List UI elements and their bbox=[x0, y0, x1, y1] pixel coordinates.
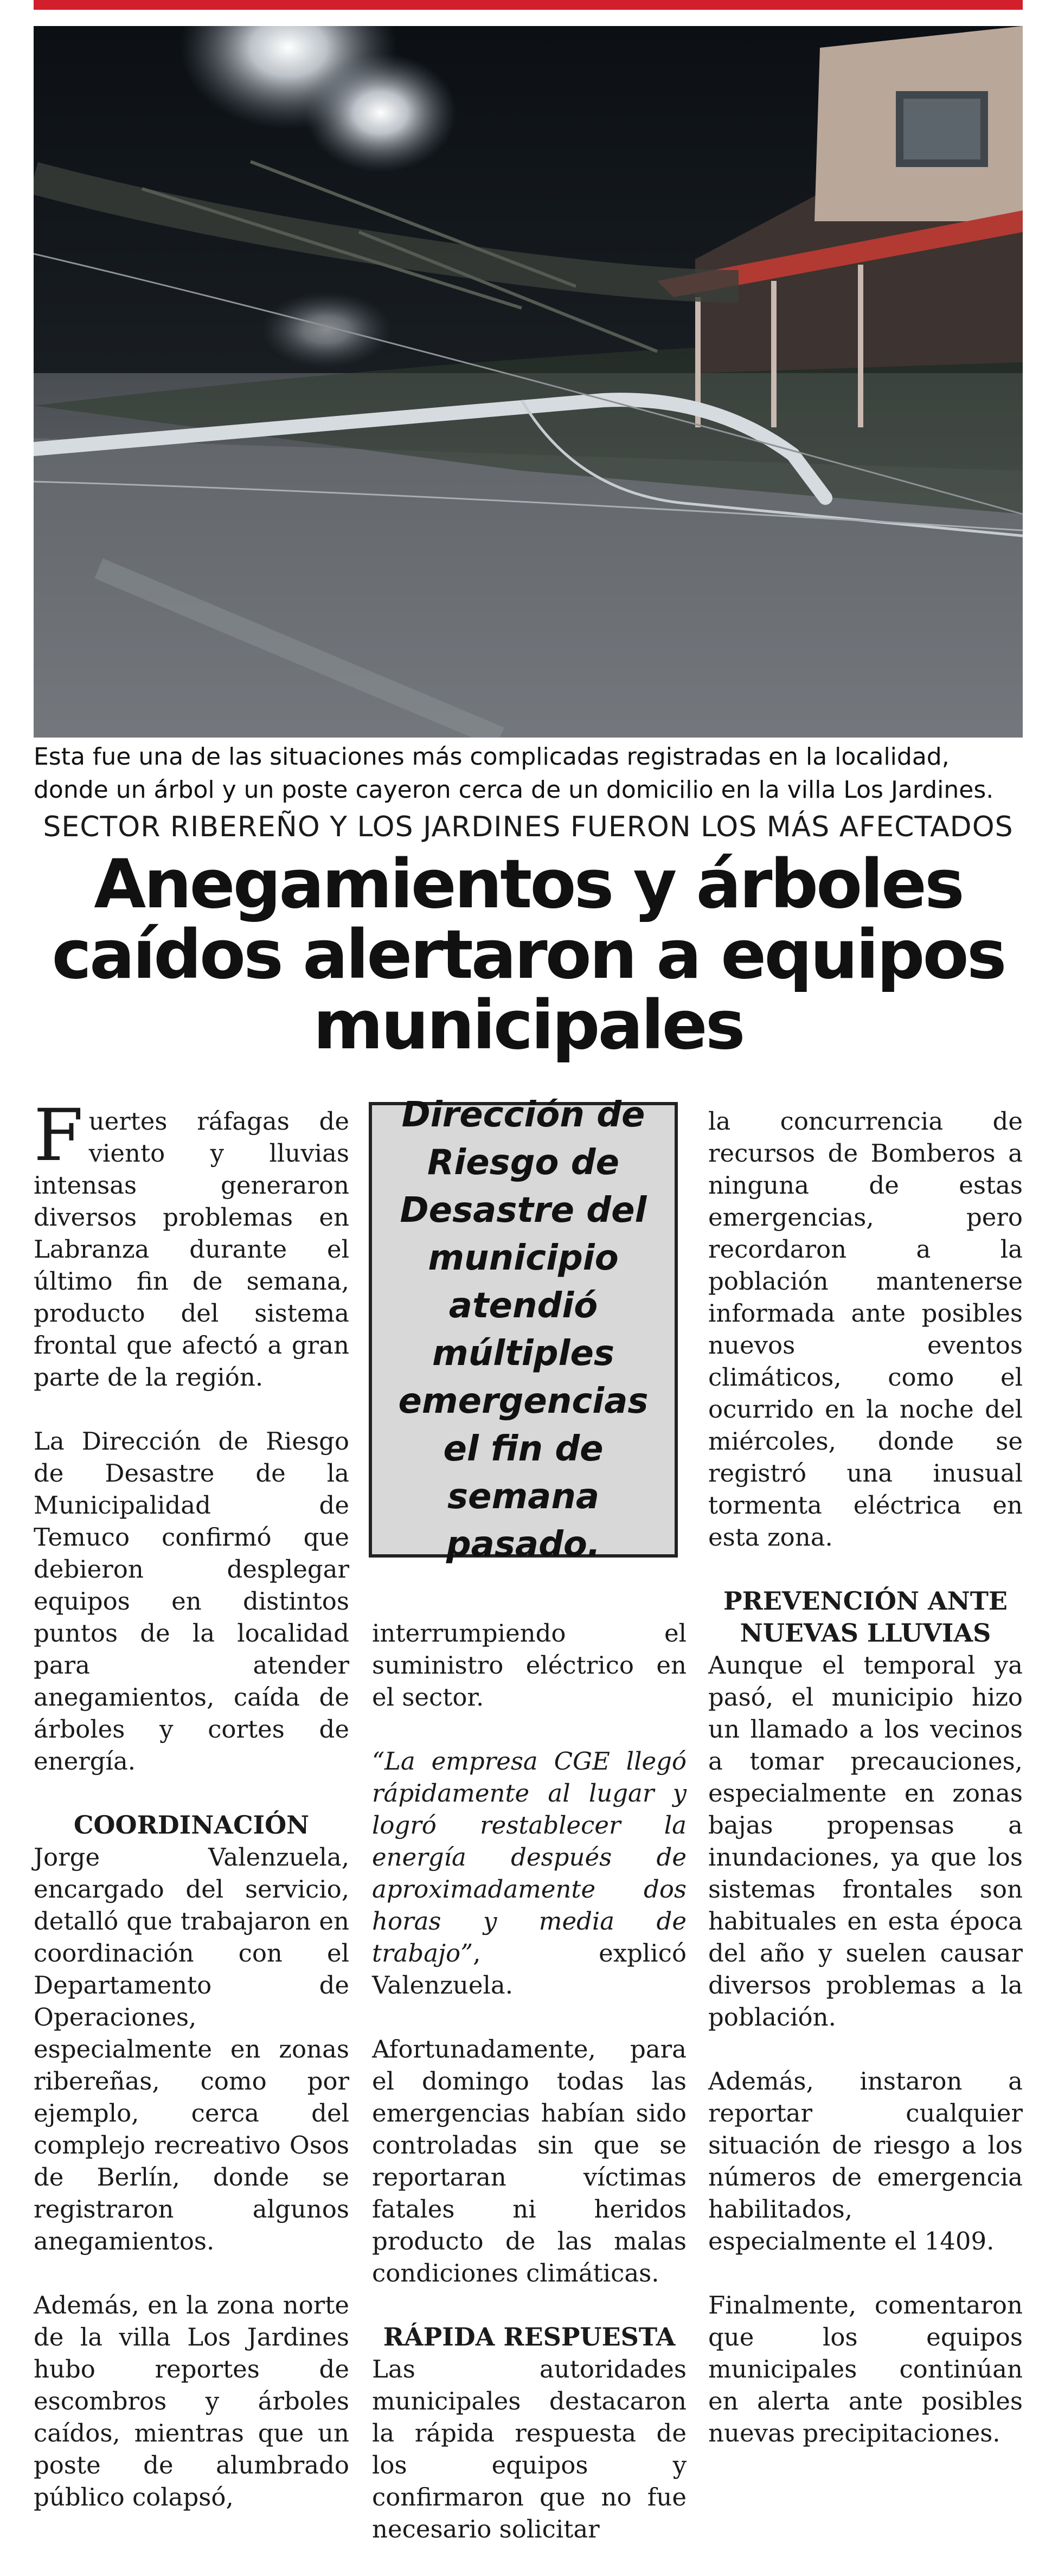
dropcap: F bbox=[34, 1094, 84, 1177]
paragraph: Fuertes ráfagas de viento y lluvias intensas generaron diversos problemas en Labranza durante el último fin de semana, producto del sistema frontal que afectó a gran parte de la región. bbox=[34, 1094, 349, 1392]
paragraph: interrumpiendo el suministro eléctrico en el sector. bbox=[372, 1619, 687, 1712]
paragraph: “La empresa CGE llegó rápidamente al lugar y logró restablecer la energía después de aproximadamente dos horas y media de trabajo”, explicó Valenzuela. bbox=[372, 1747, 687, 2000]
subhead-rapida-respuesta: RÁPIDA RESPUESTA bbox=[383, 2322, 676, 2351]
paragraph: Jorge Valenzuela, encargado del servicio, detalló que trabajaron en coordinación con el Departamento de Operaciones, especialmente en zonas ribereñas, como por ejemplo, cerca del complejo recreativo Osos de Berlín, donde se registraron algunos anegamientos. bbox=[34, 1843, 349, 2255]
paragraph: Las autoridades municipales destacaron la rápida respuesta de los equipos y confirmaron que no fue necesario solicitar bbox=[372, 2355, 687, 2543]
pull-quote-text: Dirección de Riesgo de Desastre del municipio atendió múltiples emergencias el fin de semana pasado. bbox=[398, 1095, 649, 1565]
column-3 bbox=[708, 1105, 1023, 2449]
quote: “La empresa CGE llegó rápidamente al lugar y logró restablecer la energía después de aproximadamente dos horas y media de trabajo” bbox=[372, 1747, 687, 1968]
column-2 bbox=[372, 1617, 687, 2545]
paragraph: Aunque el temporal ya pasó, el municipio hizo un llamado a los vecinos a tomar precauciones, especialmente en zonas bajas propensas a inundaciones, ya que los sistemas frontales son habituales en esta época del año y suelen causar diversos problemas a la población. bbox=[708, 1651, 1023, 2032]
column-1 bbox=[34, 1094, 349, 2513]
headline: Anegamientos y árboles caídos alertaron a equipos municipales bbox=[52, 845, 1005, 1065]
paragraph: la concurrencia de recursos de Bomberos a ninguna de estas emergencias, pero recordaron a la población mantenerse informada ante posibles nuevos eventos climáticos, como el ocurrido en la noche del miércoles, donde se registró una inusual tormenta eléctrica en esta zona. bbox=[708, 1107, 1023, 1552]
storm-scene-photo bbox=[34, 26, 1023, 738]
paragraph: La Dirección de Riesgo de Desastre de la Municipalidad de Temuco confirmó que debieron desplegar equipos en distintos puntos de la localidad para atender anegamientos, caída de árboles y cortes de energía. bbox=[34, 1427, 349, 1776]
accent-bar bbox=[34, 0, 1023, 10]
paragraph: Además, en la zona norte de la villa Los Jardines hubo reportes de escombros y árboles caídos, mientras que un poste de alumbrado público colapsó, bbox=[34, 2291, 349, 2511]
paragraph: Además, instaron a reportar cualquier situación de riesgo a los números de emergencia habilitados, especialmente el 1409. bbox=[708, 2067, 1023, 2255]
photo-caption: Esta fue una de las situaciones más complicadas registradas en la localidad, donde un árbol y un poste cayeron cerca de un domicilio en la villa Los Jardines. bbox=[34, 743, 994, 804]
kicker: SECTOR RIBEREÑO Y LOS JARDINES FUERON LOS MÁS AFECTADOS bbox=[43, 811, 1014, 843]
paragraph: Finalmente, comentaron que los equipos municipales continúan en alerta ante posibles nuevas precipitaciones. bbox=[708, 2291, 1023, 2447]
pull-quote-box bbox=[369, 1095, 678, 1565]
subhead-prevencion: PREVENCIÓN ANTE NUEVAS LLUVIAS bbox=[723, 1586, 1008, 1648]
paragraph: Afortunadamente, para el domingo todas las emergencias habían sido controladas sin que se reportaran víctimas fatales ni heridos producto de las malas condiciones climáticas. bbox=[372, 2035, 687, 2287]
subhead-coordinacion: COORDINACIÓN bbox=[73, 1810, 310, 1840]
